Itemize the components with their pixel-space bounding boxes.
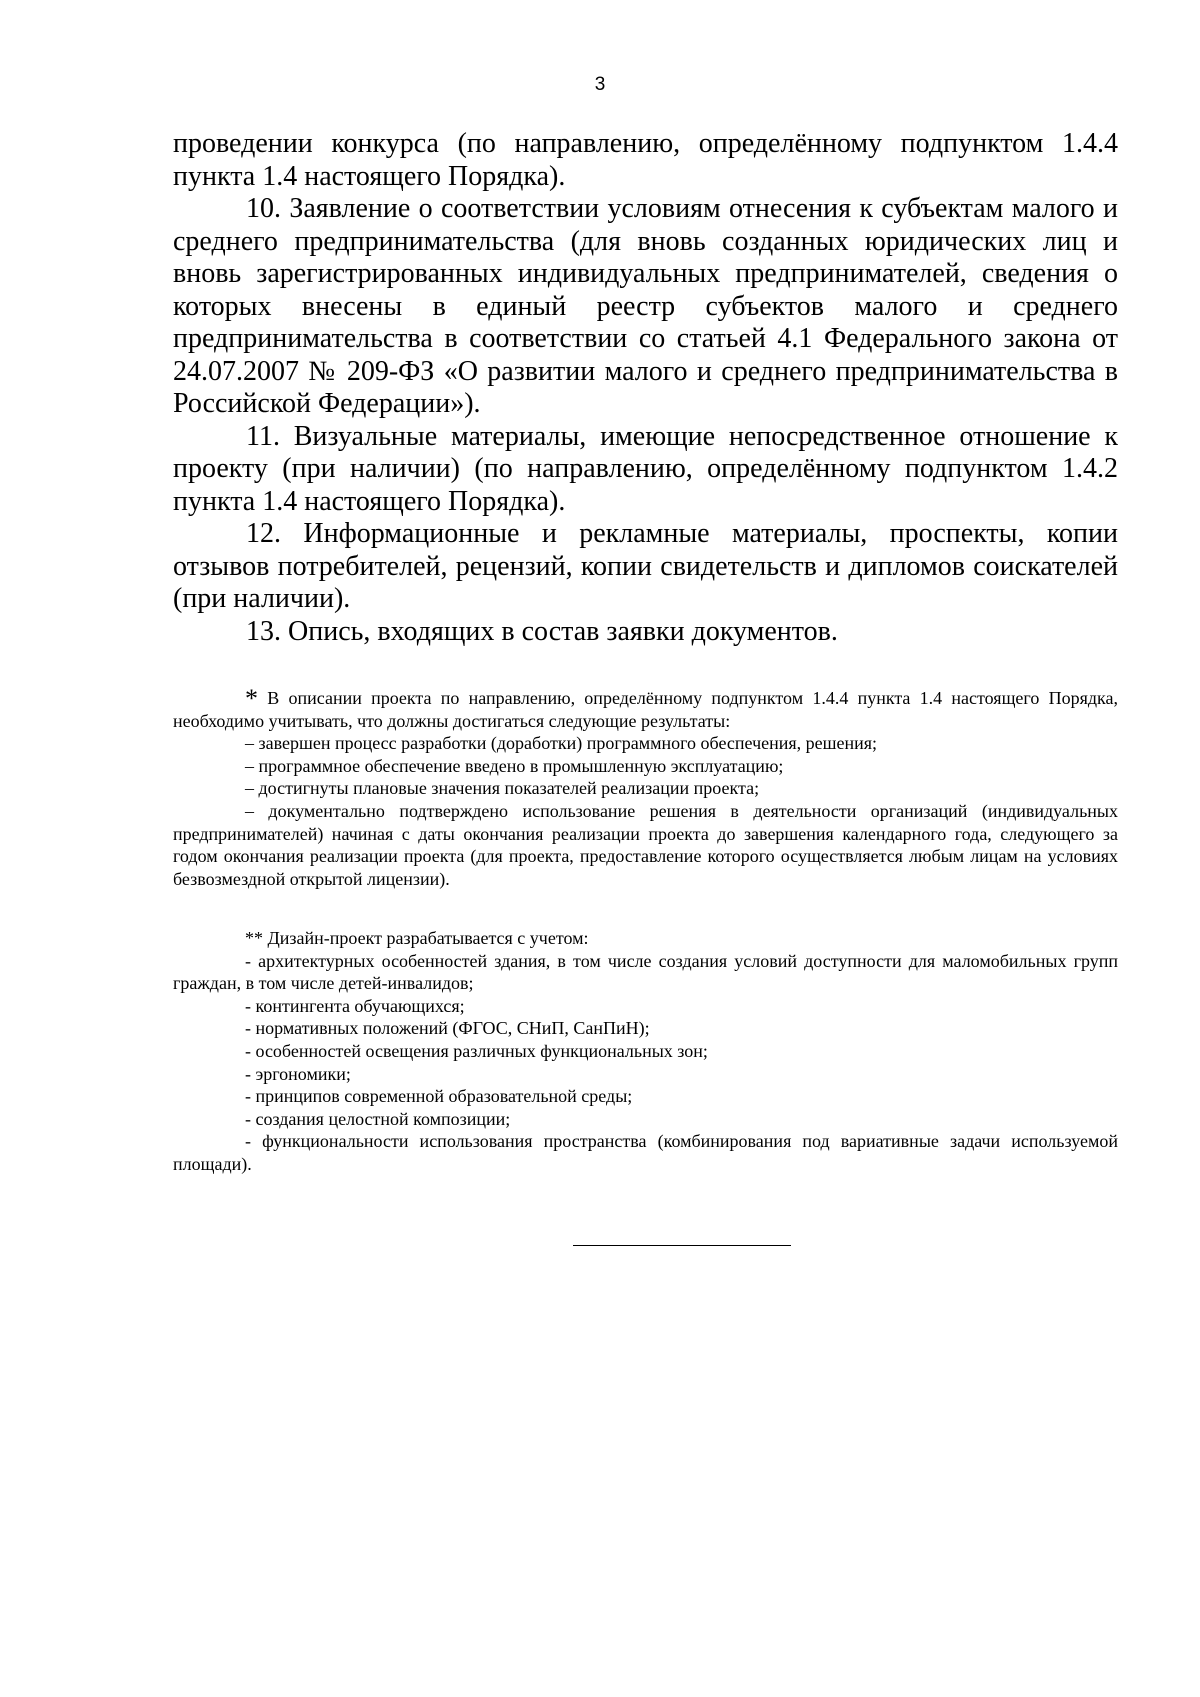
footnote-list-item: – завершен процесс разработки (доработки) программного обеспечения, решения; xyxy=(245,733,878,754)
footnote-list-item: – документально подтверждено использование решения в деятельности организаций (индивидуальных предпринимателей) начиная с даты окончания реализации проекта до завершения календарного года, следующего за годом окончания реализации проекта (для проекта, предоставление которого осуществляется любым лицам на условиях безвозмездной открытой лицензии). xyxy=(173,800,1118,889)
footnote-list-item: – достигнуты плановые значения показателей реализации проекта; xyxy=(245,778,760,799)
footnote-list-item: - эргономики; xyxy=(245,1063,351,1084)
footnote-list-item: - особенностей освещения различных функциональных зон; xyxy=(245,1040,708,1061)
footnote-list-item: - контингента обучающихся; xyxy=(245,995,465,1016)
footnote-list-item: - архитектурных особенностей здания, в том числе создания условий доступности для маломобильных групп граждан, в том числе детей-инвалидов; xyxy=(173,950,1118,994)
footnote-intro-text: В описании проекта по направлению, определённому подпунктом 1.4.4 пункта 1.4 настоящего Порядка, необходимо учитывать, что должны достигаться следующие результаты: xyxy=(173,688,1118,731)
footnote-single-star xyxy=(173,684,1118,890)
footnote-list-item: - функциональности использования пространства (комбинирования под вариативные задачи используемой площади). xyxy=(173,1131,1118,1174)
footnote-intro: ** Дизайн-проект разрабатывается с учетом: xyxy=(245,928,589,948)
footnote-list-item: - нормативных положений (ФГОС, СНиП, СанПиН); xyxy=(245,1018,650,1039)
end-of-document-line xyxy=(573,1245,791,1246)
paragraph-item-10: 10. Заявление о соответствии условиям отнесения к субъектам малого и среднего предпринимательства (для вновь созданных юридических лиц и вновь зарегистрированных индивидуальных предпринимателей, сведения о которых внесены в единый реестр субъектов малого и среднего предпринимательства в соответствии со статьей 4.1 Федерального закона от 24.07.2007 № 209-ФЗ «О развитии малого и среднего предпринимательства в Российской Федерации»). xyxy=(173,193,1118,419)
page-number: 3 xyxy=(594,74,606,95)
paragraph-continuation: проведении конкурса (по направлению, определённому подпунктом 1.4.4 пункта 1.4 настоящего Порядка). xyxy=(173,128,1118,192)
footnote-intro xyxy=(173,684,1118,732)
footnote-list-item: - принципов современной образовательной среды; xyxy=(245,1086,633,1107)
footnote-marker: * xyxy=(245,684,258,713)
paragraph-item-12: 12. Информационные и рекламные материалы, проспекты, копии отзывов потребителей, рецензий, копии свидетельств и дипломов соискателей (при наличии). xyxy=(173,518,1118,614)
footnote-list-item: - создания целостной композиции; xyxy=(245,1108,511,1129)
main-text xyxy=(173,128,1118,648)
footnote-double-star xyxy=(173,927,1118,1176)
paragraph-item-13: 13. Опись, входящих в состав заявки документов. xyxy=(246,615,838,647)
footnote-list-item: – программное обеспечение введено в промышленную эксплуатацию; xyxy=(245,755,784,776)
paragraph-item-11: 11. Визуальные материалы, имеющие непосредственное отношение к проекту (при наличии) (по направлению, определённому подпунктом 1.4.2 пункта 1.4 настоящего Порядка). xyxy=(173,420,1118,517)
